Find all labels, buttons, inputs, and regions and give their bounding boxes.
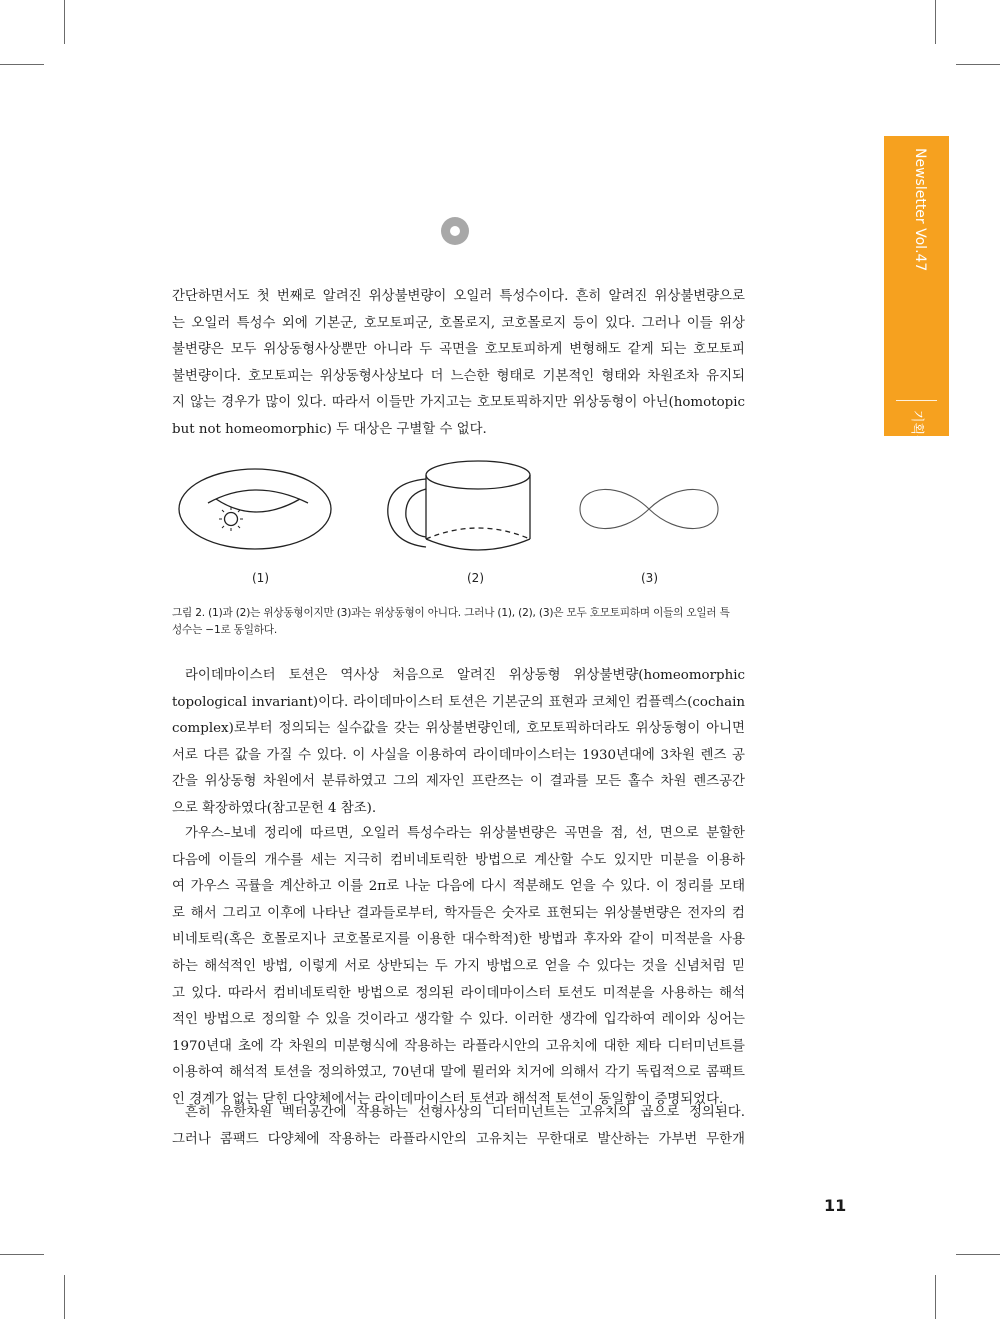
cup-drawing xyxy=(388,461,530,550)
text-line: but not homeomorphic) 두 대상은 구별할 수 없다. xyxy=(172,421,487,437)
text-line: 적인 방법으로 정의할 수 있을 것이라고 생각할 수 있다. 이러한 생각에 입각하여 레이와 싱어는 xyxy=(172,1012,745,1028)
crop-mark xyxy=(0,1254,44,1255)
text-line: 라이데마이스터 토션은 역사상 처음으로 알려진 위상동형 위상불변량(homeomorphic xyxy=(185,668,745,683)
section-side-tab xyxy=(884,136,949,473)
paragraph-3 xyxy=(172,821,745,1114)
text-line: 1970년대 초에 각 차원의 미분형식에 작용하는 라플라시안의 고유치에 대한 제타 디터미넌트를 xyxy=(172,1038,745,1054)
crop-mark xyxy=(64,1275,65,1319)
text-line: 그러나 콤팩드 다양체에 작용하는 라플라시안의 고유치는 무한대로 발산하는 가부번 무한개 xyxy=(172,1131,745,1147)
text-line: 인 경계가 없는 닫힌 다양체에서는 라이데마이스터 토션과 해석적 토션이 동일함이 증명되었다. xyxy=(172,1091,724,1107)
figure-label-2: (2) xyxy=(467,571,484,585)
topology-figure xyxy=(160,455,760,590)
text-line: topological invariant)이다. 라이데마이스터 토션은 기본군의 표현과 코체인 컴플렉스(cochain xyxy=(172,694,745,710)
torus-drawing xyxy=(179,469,331,549)
caption-line: 성수는 −1로 동일하다. xyxy=(172,624,277,636)
text-line: complex)로부터 정의되는 실수값을 갖는 위상불변량인데, 호모토픽하더라도 위상동형이 아니면 xyxy=(172,721,745,737)
text-line: 다음에 이들의 개수를 세는 지극히 컴비네토릭한 방법으로 계산할 수도 있지만 미분을 이용하 xyxy=(172,852,745,868)
text-line: 고 있다. 따라서 컴비네토릭한 방법으로 정의된 라이데마이스터 토션도 미적분을 사용하는 해석 xyxy=(172,985,745,1001)
text-line: 이용하여 해석적 토션을 정의하였고, 70년대 말에 뮐러와 치거에 의해서 각기 독립적으로 콤팩트 xyxy=(172,1065,745,1081)
text-line: 으로 확장하였다(참고문헌 4 참조). xyxy=(172,800,377,816)
figure-label-1: (1) xyxy=(252,571,269,585)
paragraph-4 xyxy=(172,1100,745,1153)
paragraph-2 xyxy=(172,663,745,823)
crop-mark xyxy=(935,1275,936,1319)
text-line: 불변량이다. 호모토피는 위상동형사상보다 더 느슨한 형태로 기본적인 형태와 차원조차 유지되 xyxy=(172,368,745,384)
figure-label-3: (3) xyxy=(641,571,658,585)
figure-eight-drawing xyxy=(580,489,718,528)
crop-mark xyxy=(0,64,44,65)
text-line: 로 해서 그리고 이후에 나타난 결과들로부터, 학자들은 숫자로 표현되는 위상불변량은 전자의 컴 xyxy=(172,905,745,921)
ring-ornament-icon xyxy=(441,217,469,245)
crop-mark xyxy=(956,64,1000,65)
figure-caption xyxy=(172,605,752,639)
text-line: 불변량은 모두 위상동형사상뿐만 아니라 두 곡면을 호모토피하게 변형해도 같게 되는 호모토피 xyxy=(172,342,745,358)
text-line: 간을 위상동형 차원에서 분류하였고 그의 제자인 프란쯔는 이 결과를 모든 홀수 차원 렌즈공간 xyxy=(172,774,745,790)
crop-mark xyxy=(64,0,65,44)
text-line: 하는 해석적인 방법, 이렇게 서로 상반되는 두 가지 방법으로 얻을 수 있다는 것을 신념처럼 믿 xyxy=(172,958,745,974)
text-line: 가우스–보네 정리에 따르면, 오일러 특성수라는 위상불변량은 곡면을 점, 선, 면으로 분할한 xyxy=(185,826,745,841)
page-number: 11 xyxy=(824,1196,847,1215)
text-line: 비네토릭(혹은 호몰로지나 코호몰로지를 이용한 대수학적)한 방법과 후자와 같이 미적분을 사용 xyxy=(172,932,745,948)
paragraph-1 xyxy=(172,284,745,444)
crop-mark xyxy=(956,1254,1000,1255)
text-line: 서로 다른 값을 가질 수 있다. 이 사실을 이용하여 라이데마이스터는 1930년대에 3차원 렌즈 공 xyxy=(172,747,745,763)
text-line: 여 가우스 곡률을 계산하고 이를 2π로 나눈 다음에 다시 적분해도 얻을 수 있다. 이 정리를 모태 xyxy=(172,879,745,895)
crop-mark xyxy=(935,0,936,44)
text-line: 간단하면서도 첫 번째로 알려진 위상불변량이 오일러 특성수이다. 흔히 알려진 위상불변량으로 xyxy=(172,289,745,304)
tab-divider xyxy=(896,400,937,401)
text-line: 흔히 유한차원 벡터공간에 작용하는 선형사상의 디터미넌트는 고유치의 곱으로 정의된다. xyxy=(185,1105,745,1120)
section-title: 기획특집 II xyxy=(909,410,924,473)
caption-line: 그림 2. (1)과 (2)는 위상동형이지만 (3)과는 위상동형이 아니다. 그러나 (1), (2), (3)은 모두 호모토피하며 이들의 오일러 특 xyxy=(172,607,730,619)
text-line: 지 않는 경우가 많이 있다. 따라서 이들만 가지고는 호모토픽하지만 위상동형이 아닌(homotopic xyxy=(172,395,745,411)
text-line: 는 오일러 특성수 외에 기본군, 호모토피군, 호몰로지, 코호몰로지 등이 있다. 그러나 이들 위상 xyxy=(172,315,745,331)
newsletter-volume: Newsletter Vol.47 xyxy=(912,148,928,272)
